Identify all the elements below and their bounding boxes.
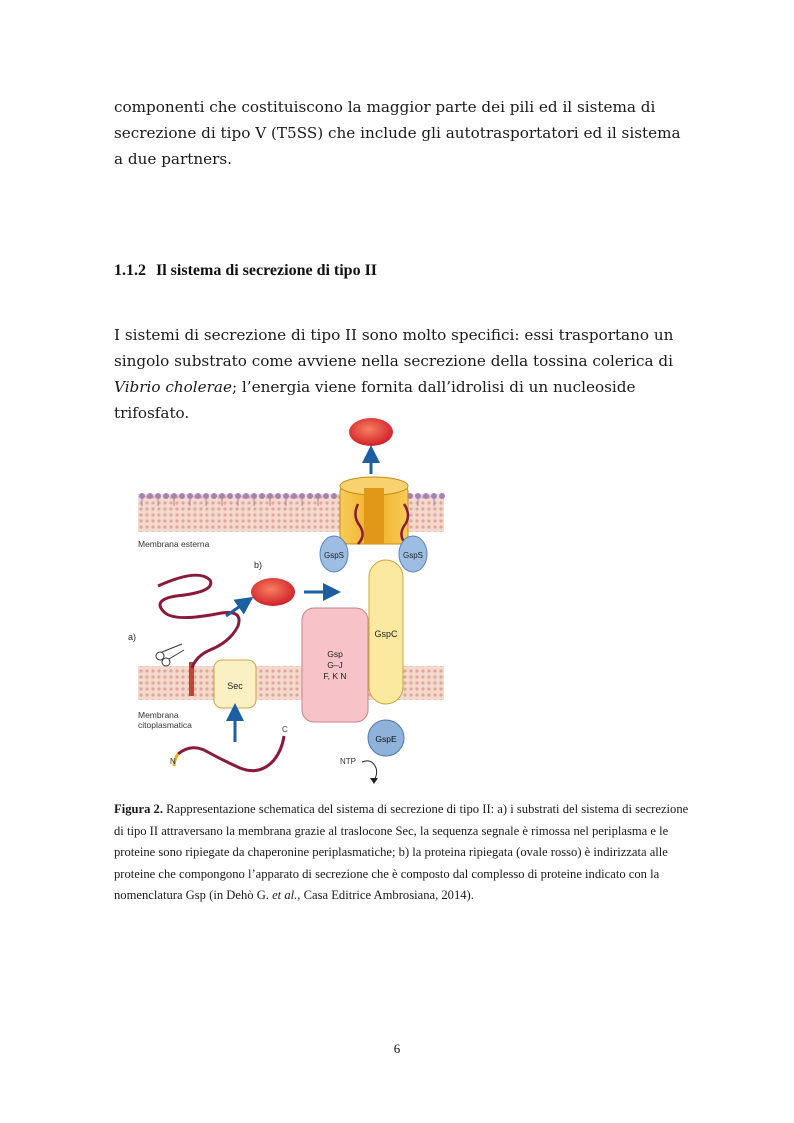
unfolded-substrate	[178, 736, 284, 771]
page-number: 6	[393, 1041, 401, 1056]
caption-italic: et al.	[272, 888, 298, 902]
inner-membrane-label-line2: citoplasmatica	[138, 720, 192, 730]
ntp-arrowhead	[370, 778, 378, 784]
label-a: a)	[128, 632, 137, 642]
c-terminus-label: C	[282, 725, 288, 734]
gspe-label: GspE	[375, 734, 397, 744]
inner-membrane-label-line1: Membrana	[138, 710, 179, 720]
scissors-icon	[156, 644, 184, 666]
paragraph2-text-1: I sistemi di secrezione di tipo II sono molto specifici: essi trasportano un singolo substrato come avviene nella secrezione della tossina colerica di	[114, 326, 674, 370]
body-paragraph-1: componenti che costituiscono la maggior parte dei pili ed il sistema di secrezione di tipo V (T5SS) che include gli autotrasportatori ed il sistema a due partners.	[114, 98, 681, 168]
sec-label: Sec	[227, 681, 243, 691]
paragraph2-text-2: ; l’energia viene fornita dall’idrolisi di un nucleoside trifosfato.	[114, 378, 636, 422]
gsps-right-label: GspS	[402, 551, 424, 560]
secreted-protein	[349, 418, 393, 446]
secretin-channel	[340, 477, 408, 544]
folded-protein	[251, 578, 295, 606]
caption-text-2: , Casa Editrice Ambrosiana, 2014).	[297, 888, 474, 902]
section-heading	[114, 262, 377, 280]
ntp-arrow	[362, 761, 377, 780]
outer-membrane-label: Membrana esterna	[138, 539, 210, 549]
caption-label: Figura 2.	[114, 802, 163, 816]
n-terminus-label: N	[170, 757, 176, 766]
secretion-system-figure	[114, 410, 454, 790]
section-number: 1.1.2	[114, 262, 146, 279]
ntp-label: NTP	[340, 757, 356, 766]
section-title: Il sistema di secrezione di tipo II	[156, 262, 378, 279]
gsp-label-1: Gsp	[327, 649, 343, 659]
gspc-label: GspC	[374, 629, 398, 639]
gsp-label-2: G–J	[327, 660, 343, 670]
label-b: b)	[254, 560, 263, 570]
gsp-label-3: F, K N	[323, 671, 347, 681]
periplasmic-substrate	[158, 575, 239, 668]
caption-text-1: Rappresentazione schematica del sistema di secrezione di tipo II: a) i substrati del sistema di secrezione di tipo II attraversano la membrana grazie al traslocone Sec, la sequenza segnale è rimossa nel periplasma e le proteine sono ripiegate da chaperonine periplasmatiche; b) la proteina ripiegata (ovale rosso) è indirizzata alle proteine che compongono l’apparato di secrezione che è composto dal complesso di proteine indicato con la nomenclatura Gsp (in Dehò G.	[114, 802, 689, 902]
gsps-left-label: GspS	[323, 551, 345, 560]
figure-caption	[114, 799, 699, 907]
species-name: Vibrio cholerae	[114, 378, 232, 396]
